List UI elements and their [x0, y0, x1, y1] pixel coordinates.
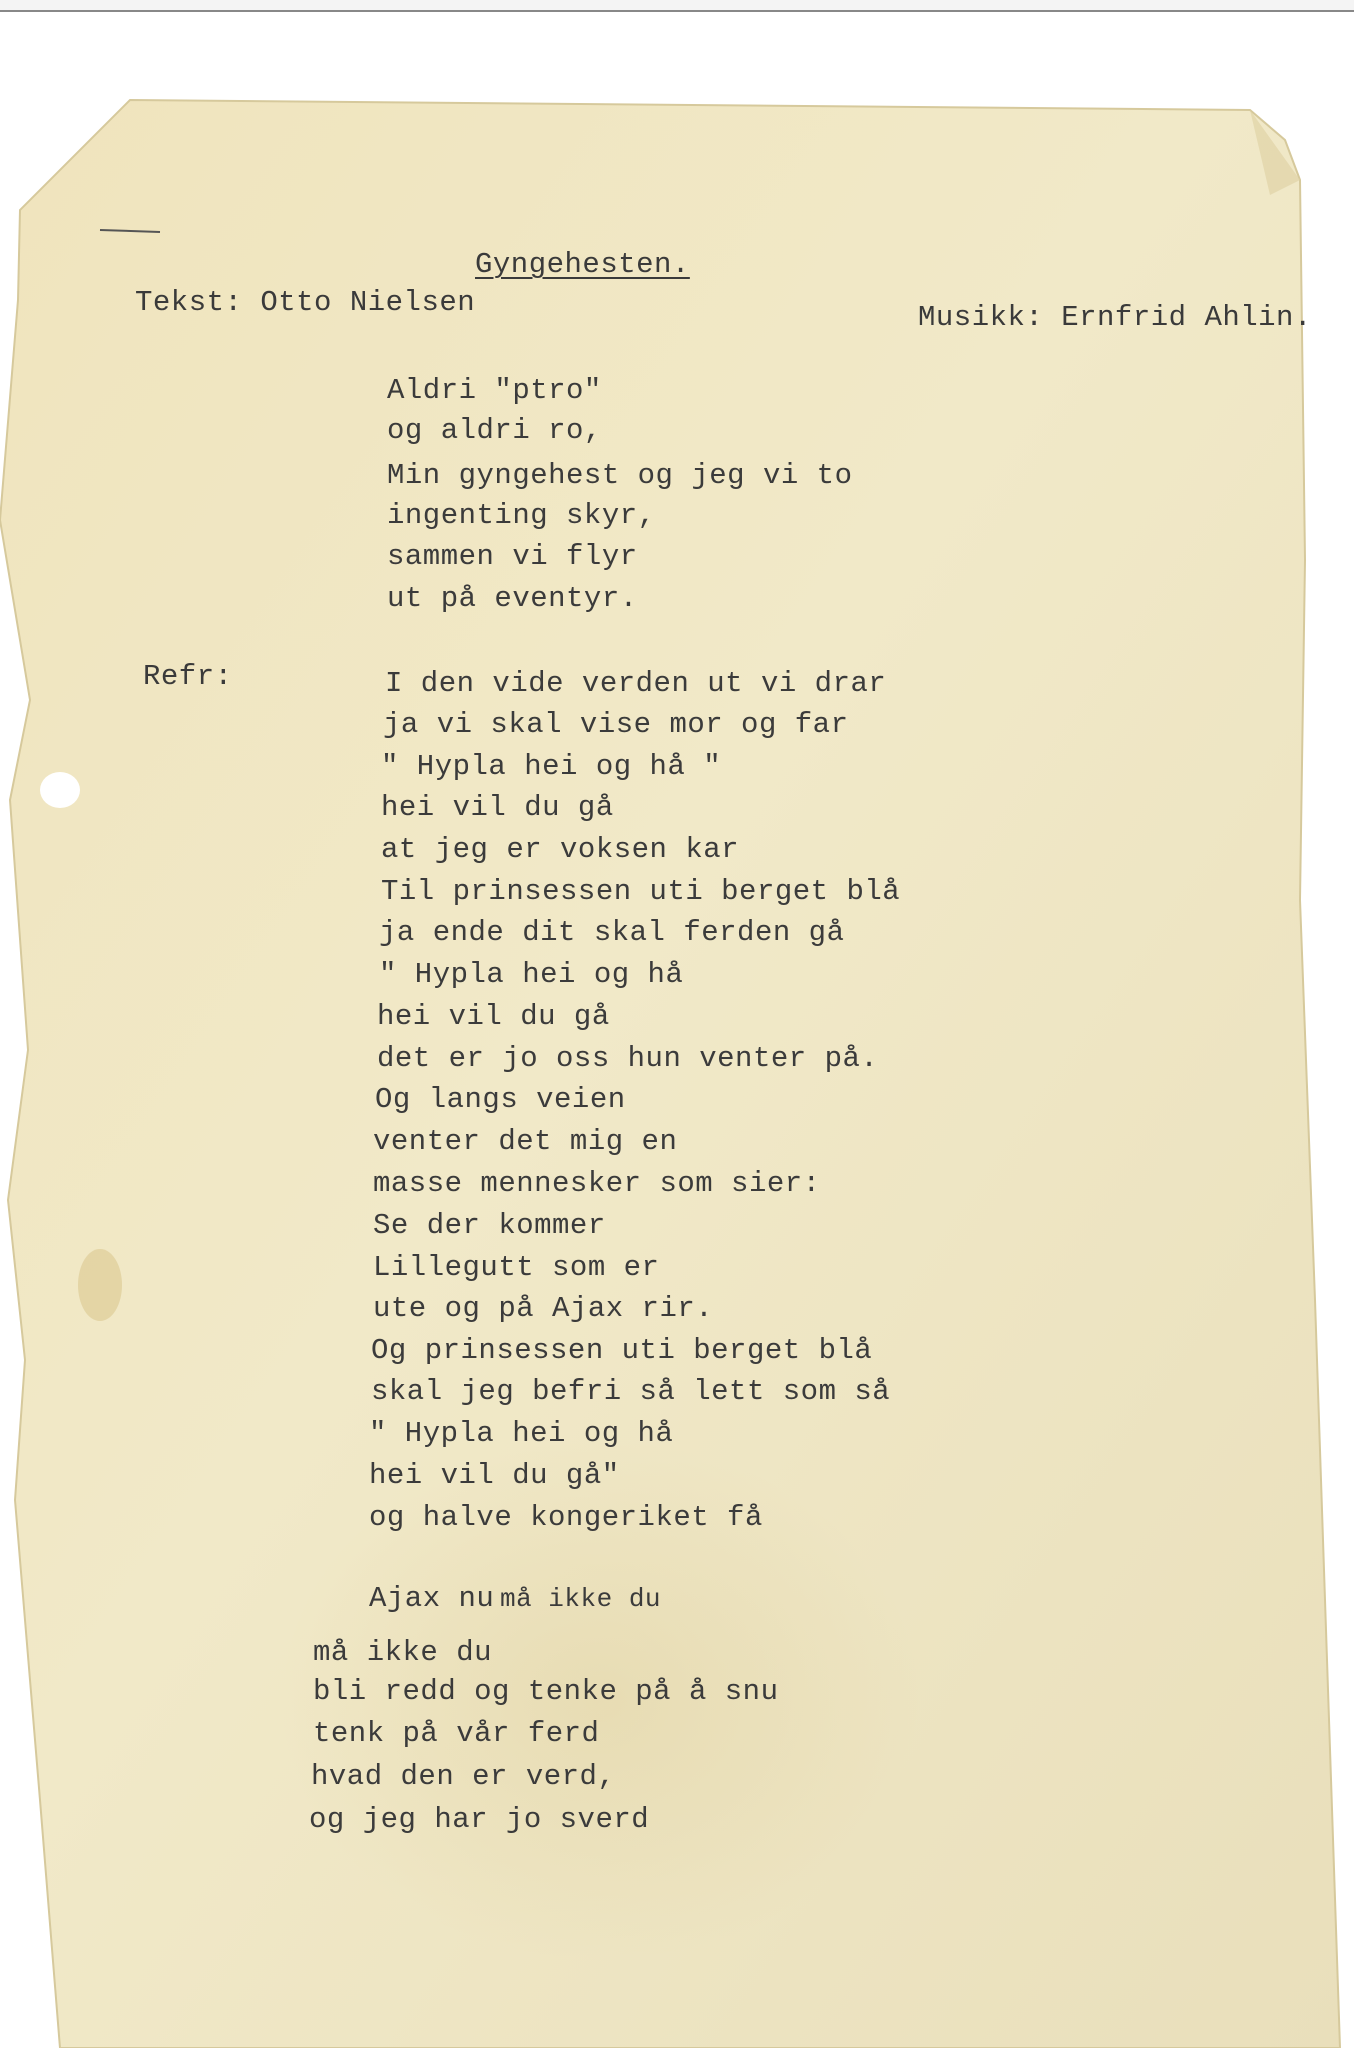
refrain-line: ja ende dit skal ferden gå: [379, 916, 845, 949]
verse-line: Min gyngehest og jeg vi to: [387, 459, 853, 492]
refrain-line: Lillegutt som er: [373, 1251, 660, 1284]
refrain-line: venter det mig en: [373, 1125, 678, 1158]
verse-line: ingenting skyr,: [387, 499, 656, 532]
verse-line: og aldri ro,: [387, 414, 602, 447]
refrain-line: skal jeg befri så lett som så: [371, 1375, 891, 1408]
refrain-line: ute og på Ajax rir.: [373, 1292, 714, 1325]
refrain-line: " Hypla hei og hå: [379, 958, 684, 991]
refrain-line: hei vil du gå: [381, 791, 614, 824]
refrain-line: det er jo oss hun venter på.: [377, 1042, 879, 1075]
verse-line: tenk på vår ferd: [313, 1717, 600, 1750]
verse-line: Ajax nu: [369, 1582, 495, 1615]
struck-over-text: må ikke du: [500, 1584, 662, 1614]
song-title: Gyngehesten.: [475, 248, 690, 281]
refrain-line: " Hypla hei og hå: [369, 1417, 674, 1450]
verse-line: ut på eventyr.: [387, 582, 638, 615]
refrain-line: Til prinsessen uti berget blå: [381, 875, 901, 908]
refrain-line: at jeg er voksen kar: [381, 833, 740, 866]
refrain-line: hei vil du gå: [377, 1000, 610, 1033]
verse-line: sammen vi flyr: [387, 540, 638, 573]
lyricist-credit: Tekst: Otto Nielsen: [135, 286, 476, 319]
refrain-label: Refr:: [143, 660, 233, 693]
refrain-line: Og langs veien: [375, 1083, 626, 1116]
verse-line: bli redd og tenke på å snu: [313, 1675, 779, 1708]
refrain-line: " Hypla hei og hå ": [381, 750, 722, 783]
verse-line: må ikke du: [313, 1636, 493, 1669]
verse-line: hvad den er verd,: [311, 1760, 616, 1793]
refrain-line: masse mennesker som sier:: [373, 1167, 821, 1200]
refrain-line: ja vi skal vise mor og far: [383, 708, 849, 741]
verse-line: Aldri "ptro": [387, 374, 602, 407]
refrain-line: Og prinsessen uti berget blå: [371, 1334, 873, 1367]
refrain-line: Se der kommer: [373, 1209, 606, 1242]
refrain-line: og halve kongeriket få: [369, 1501, 763, 1534]
refrain-line: hei vil du gå": [369, 1459, 620, 1492]
composer-credit: Musikk: Ernfrid Ahlin.: [918, 301, 1312, 334]
refrain-line: I den vide verden ut vi drar: [385, 667, 887, 700]
verse-line: og jeg har jo sverd: [309, 1803, 650, 1836]
